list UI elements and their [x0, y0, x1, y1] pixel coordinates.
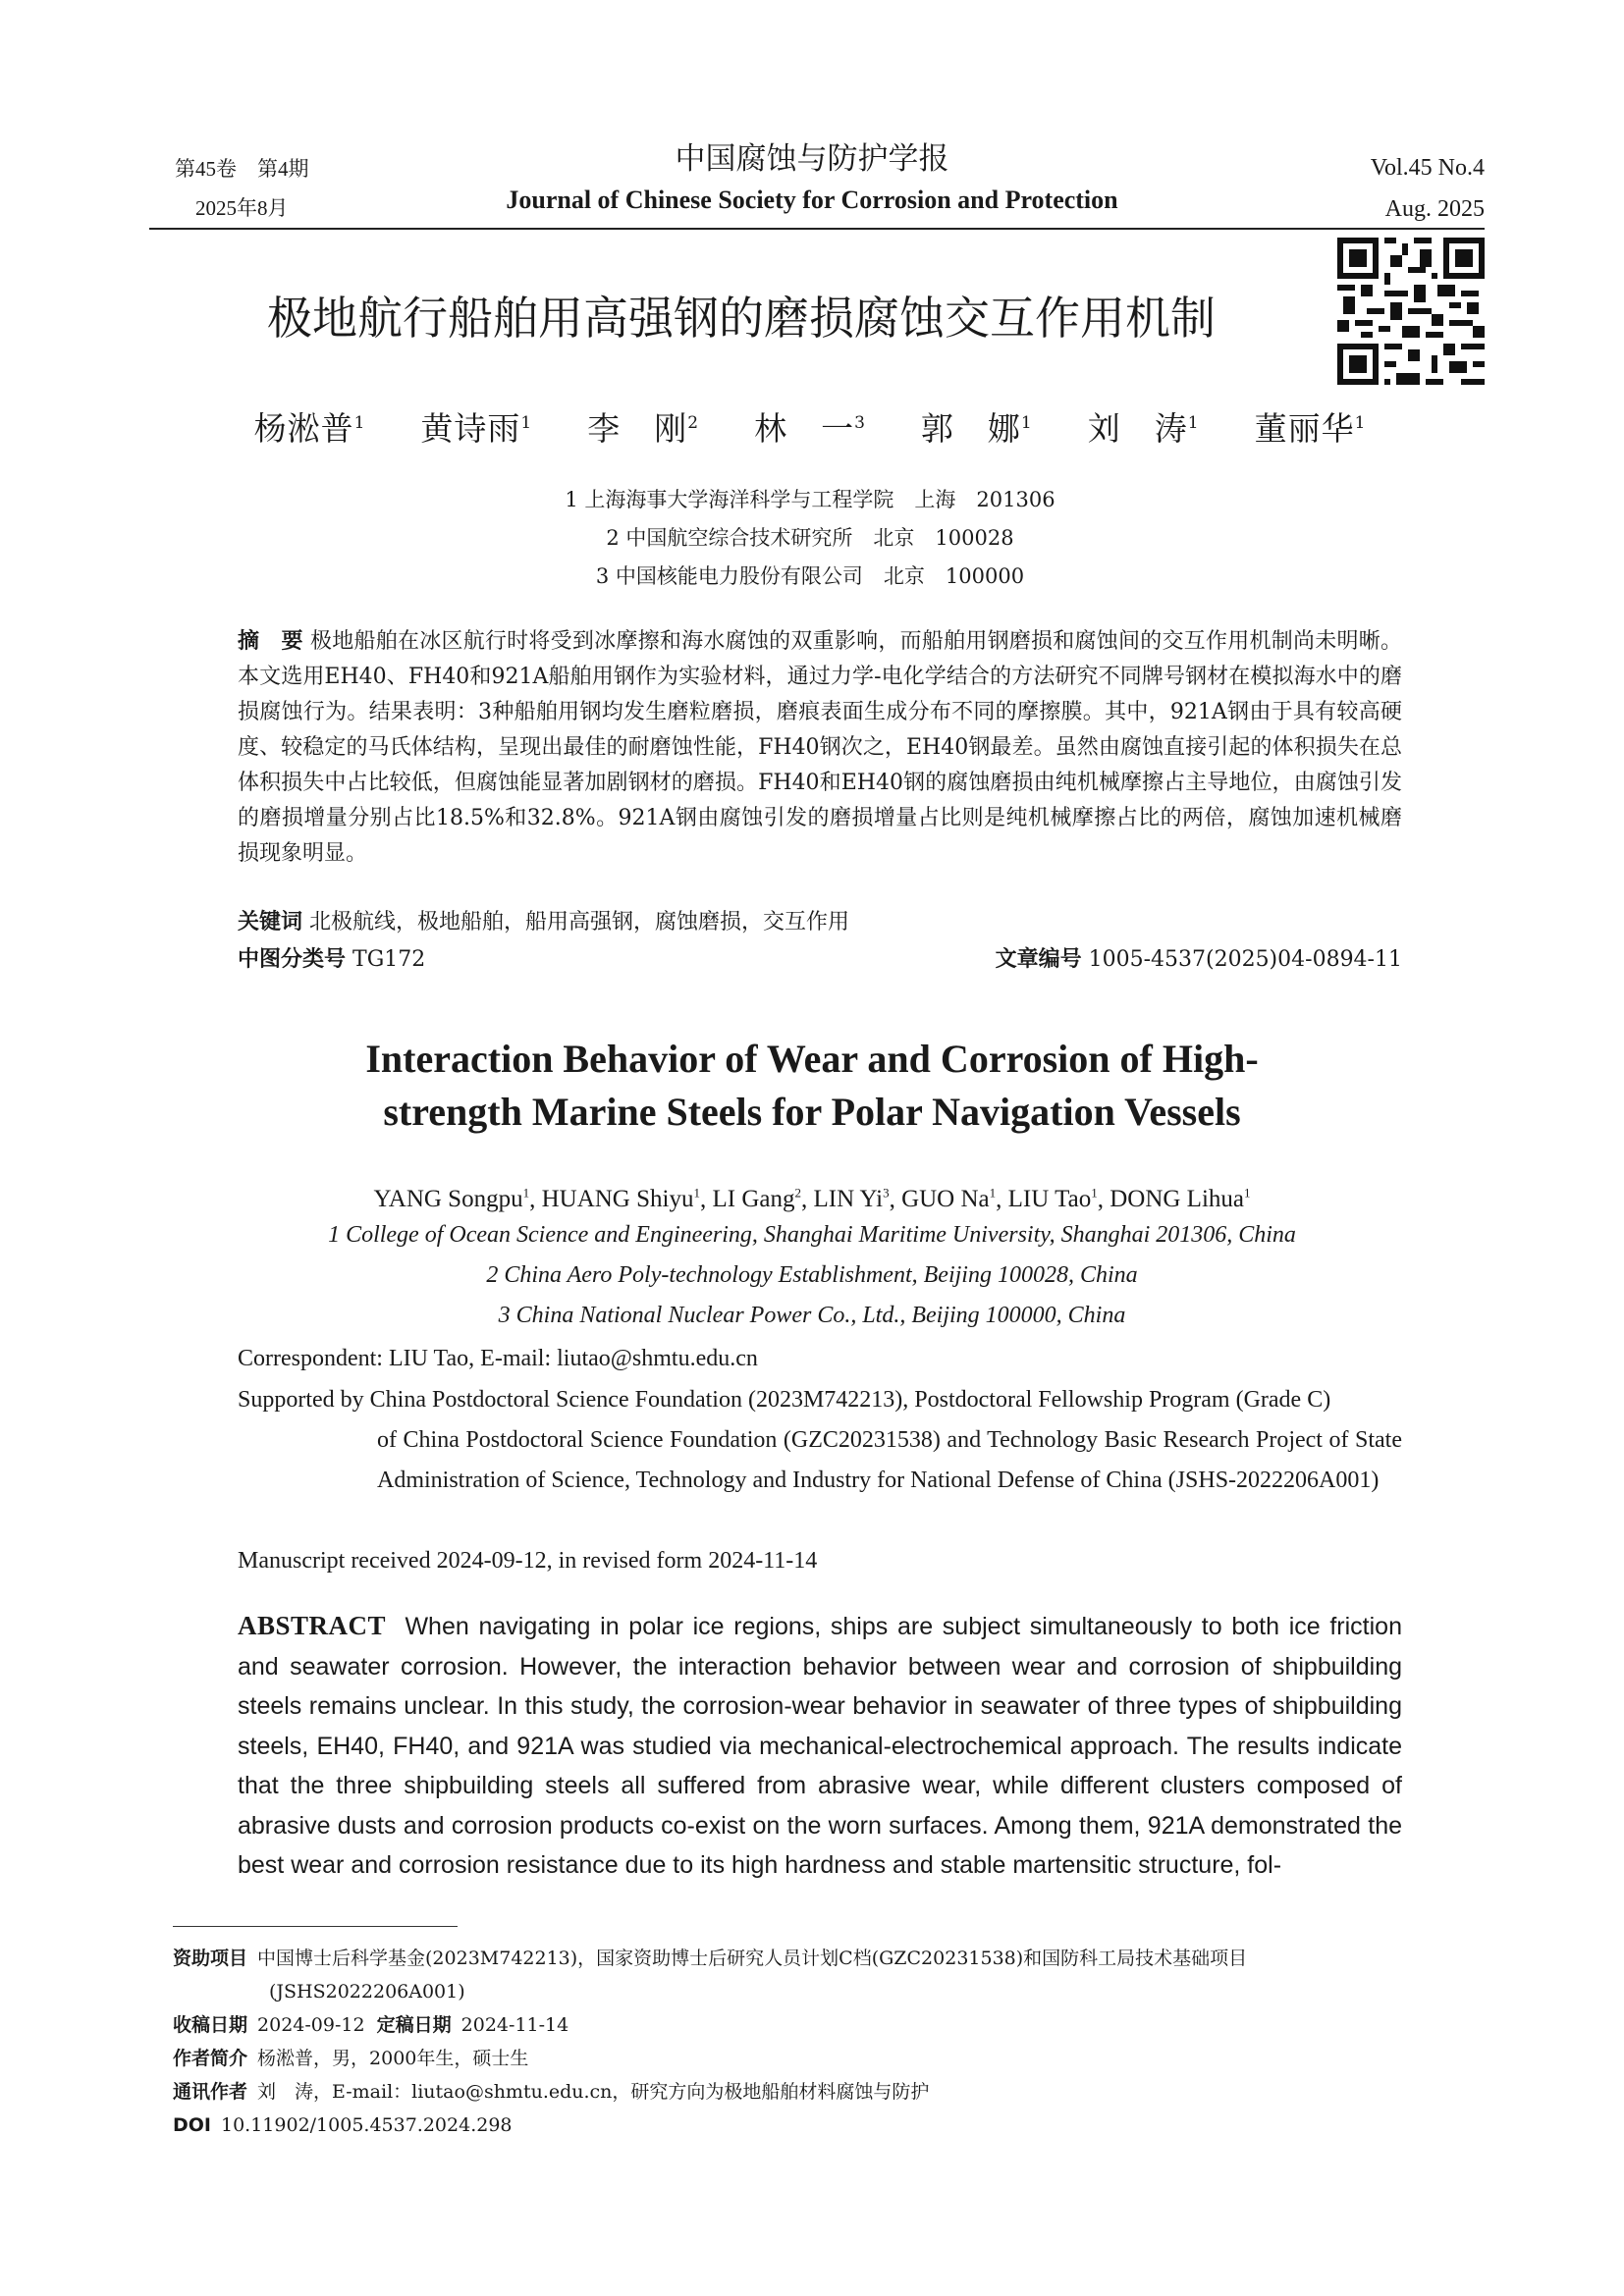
classification-row — [238, 942, 1402, 978]
supported-by — [238, 1380, 1402, 1501]
author-cn: 董丽华$^1$ — [1254, 409, 1367, 448]
date-cn: 2025年8月 — [195, 196, 289, 220]
author-en: YANG Songpu$^1$ — [373, 1186, 530, 1213]
classification-label: 中图分类号 — [238, 947, 347, 972]
volume-en: Vol.45 No.4 — [1370, 155, 1485, 181]
title-en-line-1: Interaction Behavior of Wear and Corrosion of High- — [365, 1037, 1259, 1081]
date-en: Aug. 2025 — [1384, 196, 1485, 222]
author-en: DONG Lihua$^1$ — [1110, 1186, 1251, 1213]
abstract-cn-text: 极地船舶在冰区航行时将受到冰摩擦和海水腐蚀的双重影响，而船舶用钢磨损和腐蚀间的交互作用机制尚未明晰。本文选用EH40、FH40和921A船舶用钢作为实验材料，通过力学-电化学结合的方法研究不同牌号钢材在模拟海水中的磨损腐蚀行为。结果表明：3种船舶用钢均发生磨粒磨损，磨痕表面生成分布不同的摩擦膜。其中，921A钢由于具有较高硬度、较稳定的马氏体结构，呈现出最佳的耐磨蚀性能，FH40钢次之，EH40钢最差。虽然由腐蚀直接引起的体积损失在总体积损失中占比较低，但腐蚀能显著加剧钢材的磨损。FH40和EH40钢的腐蚀磨损由纯机械摩擦占主导地位，由腐蚀引发的磨损增量分别占比18.5%和32.8%。921A钢由腐蚀引发的磨损增量占比则是纯机械摩擦占比的两倍，腐蚀加速机械磨损现象明显。 — [238, 629, 1402, 866]
correspondent: Correspondent: LIU Tao, E-mail: liutao@shmtu.edu.cn — [238, 1346, 758, 1371]
journal-title-cn: 中国腐蚀与防护学报 — [675, 141, 949, 177]
article-number — [996, 942, 1402, 978]
header-divider — [149, 228, 1485, 230]
doi-link[interactable]: 10.11902/1005.4537.2024.298 — [221, 2114, 513, 2136]
footnotes — [173, 1942, 1449, 2142]
abstract-cn-label: 摘 要 — [238, 629, 303, 654]
author-cn: 刘 涛$^1$ — [1087, 409, 1200, 448]
author-en: LI Gang$^2$ — [712, 1186, 801, 1213]
manuscript-dates: Manuscript received 2024-09-12, in revised form 2024-11-14 — [238, 1548, 818, 1574]
author-en: LIN Yi$^3$ — [813, 1186, 890, 1213]
header-right — [1371, 147, 1485, 230]
qr-code-icon[interactable] — [1337, 238, 1485, 385]
author-en: GUO Na$^1$ — [901, 1186, 997, 1213]
affiliations-cn — [147, 481, 1473, 596]
article-title-cn: 极地航行船舶用高强钢的磨损腐蚀交互作用机制 — [267, 292, 1216, 345]
author-en: LIU Tao$^1$ — [1007, 1186, 1098, 1213]
footnote-doi: DOI 10.11902/1005.4537.2024.298 — [173, 2114, 513, 2136]
affiliations-en — [147, 1215, 1477, 1336]
affiliation-en: 2 China Aero Poly-technology Establishment, Beijing 100028, China — [486, 1262, 1138, 1288]
journal-title-en: Journal of Chinese Society for Corrosion and Protection — [506, 186, 1118, 214]
title-en-line-2: strength Marine Steels for Polar Navigation Vessels — [383, 1090, 1241, 1134]
article-title-en — [147, 1033, 1477, 1139]
footnote-dates: 收稿日期 2024-09-12 定稿日期 2024-11-14 — [173, 2014, 569, 2036]
supported-text-first: China Postdoctoral Science Foundation (2023M742213), Postdoctoral Fellowship Program (Grade C) — [369, 1387, 1331, 1413]
keywords-cn-label: 关键词 — [238, 910, 303, 934]
article-number-label: 文章编号 — [995, 947, 1082, 972]
affiliation-cn: 3 中国核能电力股份有限公司 北京 100000 — [595, 564, 1025, 588]
abstract-en-text: When navigating in polar ice regions, ships are subject simultaneously to both ice friction and seawater corrosion. However, the interaction behavior between wear and corrosion of shipbuilding steels remains unclear. In this study, the corrosion-wear behavior in seawater of three types of shipbuilding steels, EH40, FH40, and 921A was studied via mechanical-electrochemical approach. The results indicate that the three shipbuilding steels all suffered from abrasive wear, while different clusters composed of abrasive dusts and corrosion products co-exist on the worn surfaces. Among them, 921A demonstrated the best wear and corrosion resistance due to its high hardness and stable martensitic structure, fol- — [238, 1613, 1402, 1879]
abstract-en-label: ABSTRACT — [238, 1611, 387, 1640]
affiliation-cn: 2 中国航空综合技术研究所 北京 100028 — [606, 526, 1014, 550]
article-number-value: 1005-4537(2025)04-0894-11 — [1088, 947, 1402, 972]
author-cn: 林 一$^3$ — [754, 409, 866, 448]
footnote-bio: 作者简介 杨淞普，男，2000年生，硕士生 — [173, 2048, 529, 2069]
author-cn: 李 刚$^2$ — [587, 409, 700, 448]
author-cn: 郭 娜$^1$ — [920, 409, 1033, 448]
author-en: HUANG Shiyu$^1$ — [541, 1186, 700, 1213]
author-cn: 黄诗雨$^1$ — [420, 409, 533, 448]
authors-en: YANG Songpu$^1$, HUANG Shiyu$^1$, LI Gang$^2$, LIN Yi$^3$, GUO Na$^1$, LIU Tao$^1$, DONG Lihua$^1$ — [373, 1186, 1251, 1213]
header-journal — [393, 137, 1231, 220]
affiliation-cn: 1 上海海事大学海洋科学与工程学院 上海 201306 — [565, 488, 1056, 511]
keywords-cn-text: 北极航线，极地船舶，船用高强钢，腐蚀磨损，交互作用 — [309, 910, 850, 934]
abstract-en — [238, 1606, 1402, 1886]
affiliation-en: 3 China National Nuclear Power Co., Ltd., Beijing 100000, China — [498, 1303, 1126, 1328]
footnote-funding-cont: (JSHS2022206A001) — [269, 1981, 465, 2002]
volume-cn: 第45卷 第4期 — [175, 157, 309, 181]
header-left — [175, 149, 309, 228]
footnote-divider — [173, 1926, 458, 1927]
supported-label: Supported by — [238, 1387, 364, 1413]
affiliation-en: 1 College of Ocean Science and Engineering, Shanghai Maritime University, Shanghai 201306, China — [328, 1222, 1296, 1248]
abstract-cn — [238, 624, 1402, 872]
author-cn: 杨淞普$^1$ — [253, 409, 366, 448]
footnote-funding: 资助项目 中国博士后科学基金(2023M742213)，国家资助博士后研究人员计划C档(GZC20231538)和国防科工局技术基础项目 — [173, 1948, 1248, 1969]
supported-text-rest: of China Postdoctoral Science Foundation (GZC20231538) and Technology Basic Research Project of State Administration of Science, Technology and Industry for National Defense of China (JSHS-2022206A001) — [377, 1427, 1402, 1493]
footnote-corresponding: 通讯作者 刘 涛，E-mail：liutao@shmtu.edu.cn，研究方向为极地船舶材料腐蚀与防护 — [173, 2081, 930, 2103]
keywords-cn — [238, 905, 1402, 940]
authors-cn — [147, 399, 1473, 454]
classification-value: TG172 — [352, 947, 426, 972]
